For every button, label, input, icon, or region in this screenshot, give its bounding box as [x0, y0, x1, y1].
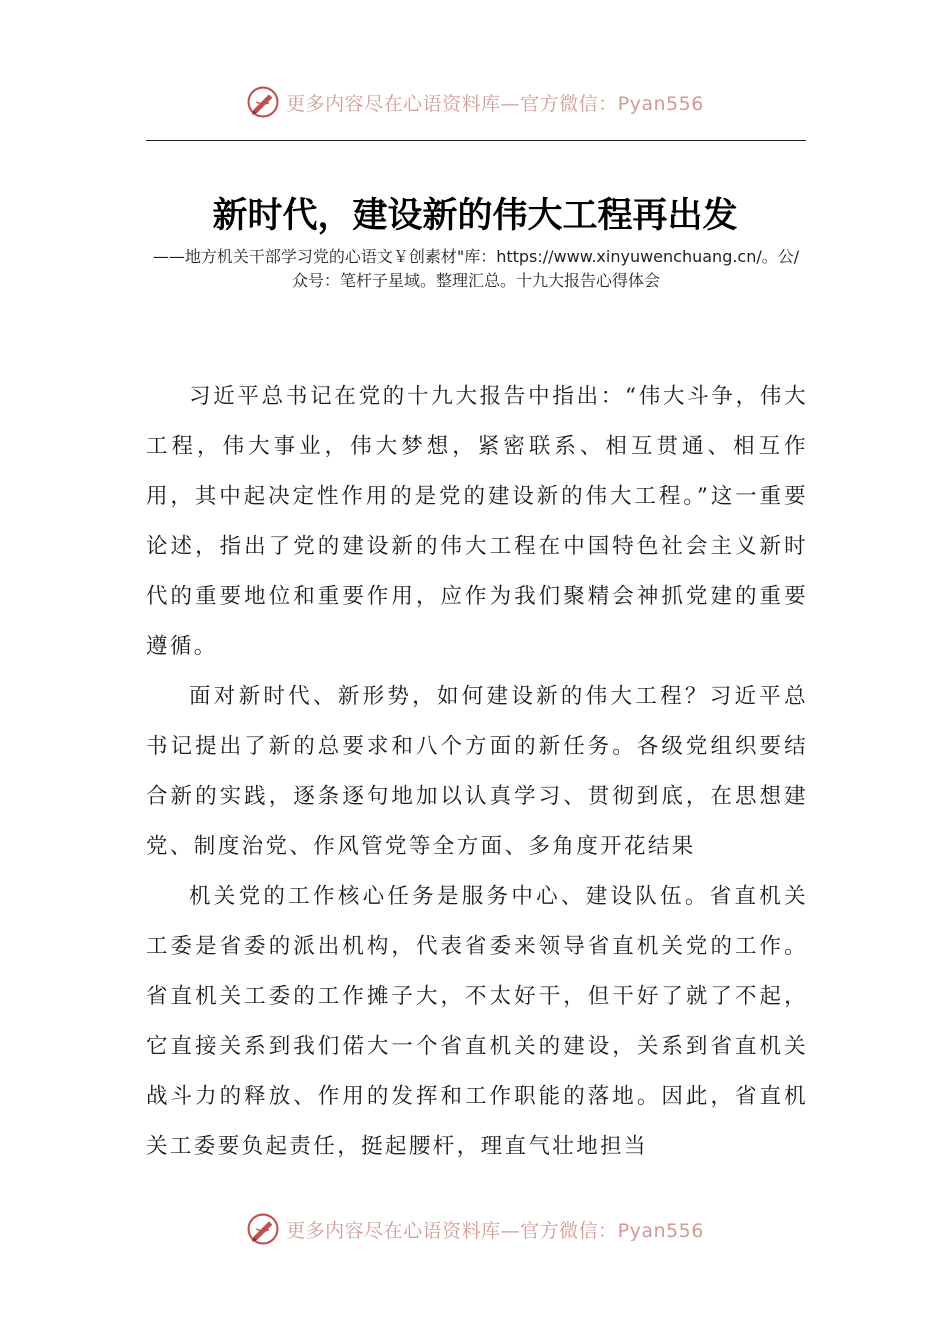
paragraph-2: 面对新时代、新形势，如何建设新的伟大工程？习近平总书记提出了新的总要求和八个方面的新任务。各级党组织要结合新的实践，逐条逐句地加以认真学习、贯彻到底，在思想建党、制度治党、作风管党等全方面、多角度开花结果 — [146, 684, 808, 859]
footer-banner — [0, 1209, 950, 1249]
header-banner-text: 更多内容尽在心语资料库—官方微信：Pyan556 — [286, 92, 704, 115]
footer-banner-text: 更多内容尽在心语资料库—官方微信：Pyan556 — [286, 1219, 704, 1242]
paragraph-3: 机关党的工作核心任务是服务中心、建设队伍。省直机关工委是省委的派出机构，代表省委来领导省直机关党的工作。省直机关工委的工作摊子大，不太好干，但干好了就了不起，它直接关系到我们偌大一个省直机关的建设，关系到省直机关战斗力的释放、作用的发挥和工作职能的落地。因此，省直机关工委要负起责任，挺起腰杆，理直气壮地担当 — [146, 884, 808, 1159]
document-body — [146, 372, 808, 1172]
header-banner — [0, 82, 950, 122]
document-title: 新时代，建设新的伟大工程再出发 — [212, 195, 738, 236]
pen-logo-icon — [246, 85, 280, 119]
document-subtitle: ——地方机关干部学习党的心语文￥创素材"库：https://www.xinyuwenchuang.cn/。公/众号：笔杆子星域。整理汇总。十九大报告心得体会 — [152, 247, 800, 290]
header-wechat-id: Pyan556 — [617, 92, 704, 115]
footer-wechat-id: Pyan556 — [617, 1219, 704, 1242]
pen-logo-icon — [246, 1212, 280, 1246]
paragraph-1: 习近平总书记在党的十九大报告中指出：“伟大斗争，伟大工程，伟大事业，伟大梦想，紧密联系、相互贯通、相互作用，其中起决定性作用的是党的建设新的伟大工程。”这一重要论述，指出了党的建设新的伟大工程在中国特色社会主义新时代的重要地位和重要作用，应作为我们聚精会神抓党建的重要遵循。 — [146, 384, 808, 659]
header-divider — [146, 140, 806, 141]
